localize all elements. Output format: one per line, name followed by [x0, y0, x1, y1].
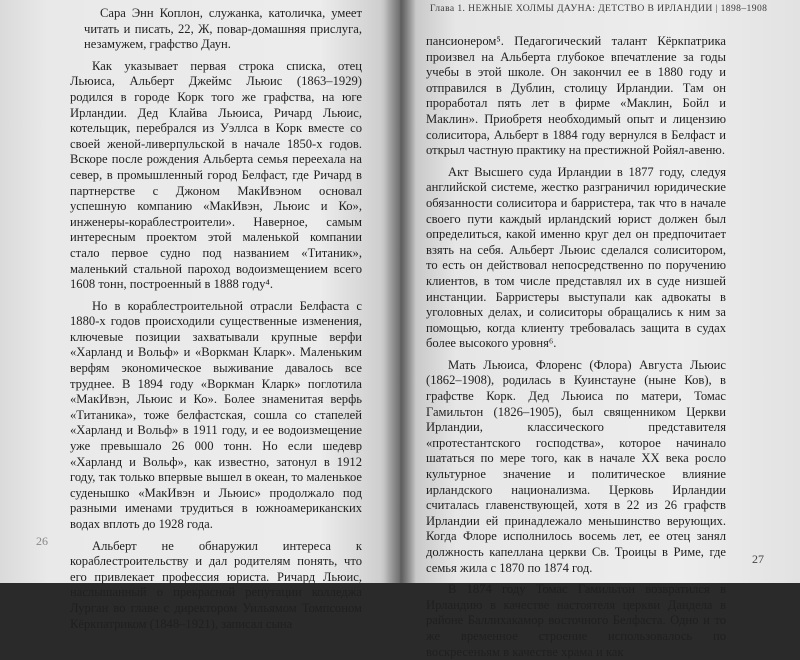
- page-number: 27: [752, 552, 764, 566]
- paragraph: Сара Энн Коплон, служанка, католичка, умеет читать и писать, 22, Ж, повар-домашняя прислуга, незамужем, графство Даун.: [84, 6, 362, 52]
- right-page-text: [426, 34, 726, 660]
- paragraph: В 1874 году Томас Гамильтон возвратился в Ирландию в качестве настоятеля церкви Дандела в районе Баллихакамор восточного Белфаста. Одно и то же временное строение использовалось по воскресеньям в качестве храма и как: [426, 582, 726, 659]
- paragraph: Но в кораблестроительной отрасли Белфаста с 1880-х годов происходили существенные изменения, ключевые позиции захватывали крупные верфи «Харланд и Вольф» и «Воркман Кларк». Маленьким верфям экономическое выживание давалось все труднее. В 1894 году «Воркман Кларк» поглотила «МакИвэн, Льюис и Ко». Более знаменитая верфь «Титаника», тоже белфастская, сошла со стапелей «Харланд и Вольф» в 1911 году, и ее водоизмещение уже превышало 26 000 тонн. Но если шедевр «Харланд и Вольф», как известно, затонул в 1912 году, так только впервые вышел в океан, то маленькое суденышко «МакИвэн и Льюис» продолжало под разными именами трудиться в южноамериканских водах вплоть до 1928 года.: [70, 298, 362, 531]
- left-page-text: [70, 6, 362, 632]
- paragraph: пансионером⁵. Педагогический талант Кёркпатрика произвел на Альберта глубокое впечатление за годы учебы в этой школе. Он закончил ее в 1880 году и отправился в Дублин, столицу Ирландии. Там он проработал пять лет в фирме «Маклин, Бойл и Маклин». Приобретя необходимый опыт и лицензию солиситора, Альберт в 1884 году вернулся в Белфаст и открыл частную практику на престижной Ройял-авеню.: [426, 34, 726, 158]
- paragraph: Мать Льюиса, Флоренс (Флора) Августа Льюис (1862–1908), родилась в Куинстауне (ныне Ков), в графстве Корк. Дед Льюиса по матери, Томас Гамильтон (1826–1905), был священником Церкви Ирландии, классического представителя «протестантского господства», которое начинало шататься по мере того, как в начале XX века росло культурное значение и политическое влияние ирландского национализма. Церковь Ирландии считалась главенствующей, хотя в 22 из 26 графств Ирландии ей принадлежало меньшинство верующих. Когда Флоре исполнилось восемь лет, ее отец занял должность капеллана церкви Св. Троицы в Риме, где семья жила с 1870 по 1874 год.: [426, 357, 726, 575]
- paragraph: Акт Высшего суда Ирландии в 1877 году, следуя английской системе, жестко разграничил юридические обязанности солиситора и барристера, так что в начале своего пути каждый ирландский юрист должен был определиться, какой именно круг дел он предпочитает взять на себя. Альберт Льюис сделался солиситором, то есть он действовал непосредственно по поручению клиентов, в том числе представлял их в суде низшей инстанции. Барристеры выступали как адвокаты в уголовных делах, и солиситоры обращались к ним за помощью, когда клиенту требовалась защита в судах более высокого уровня⁶.: [426, 164, 726, 351]
- running-header: Глава 1. НЕЖНЫЕ ХОЛМЫ ДАУНА: ДЕТСТВО В ИРЛАНДИИ | 1898–1908: [430, 3, 768, 14]
- page-number: 26: [36, 534, 48, 548]
- paragraph: Альберт не обнаружил интереса к кораблестроительству и дал родителям понять, что его привлекает профессия юриста. Ричард Льюис, наслышанный о прекрасной репутации колледжа Лурган во главе с директором Уильямом Томпсоном Кёркпатриком (1848–1921), записал сына: [70, 538, 362, 631]
- right-page: [400, 0, 800, 659]
- paragraph: Как указывает первая строка списка, отец Льюиса, Альберт Джеймс Льюис (1863–1929) родился в городе Корк того же графства, на юге Ирландии. Дед Клайва Льюиса, Ричард Льюис, котельщик, перебрался из Уэллса в Корк вместе со своей женой-ливерпульской в начале 1850-х годов. Вскоре после рождения Альберта семья переехала на север, в промышленный город Белфаст, где Ричард в партнерстве с Джоном МакИвэном основал успешную компанию «МакИвэн, Льюис и Ко», инженеры-кораблестроители». Наверное, самым интересным проектом этой маленькой компании стало первое судно под названием «Титаник», маленький стальной пароход водоизмещением всего 1608 тонн, построенный в 1888 году⁴.: [70, 58, 362, 292]
- left-page: [0, 0, 400, 631]
